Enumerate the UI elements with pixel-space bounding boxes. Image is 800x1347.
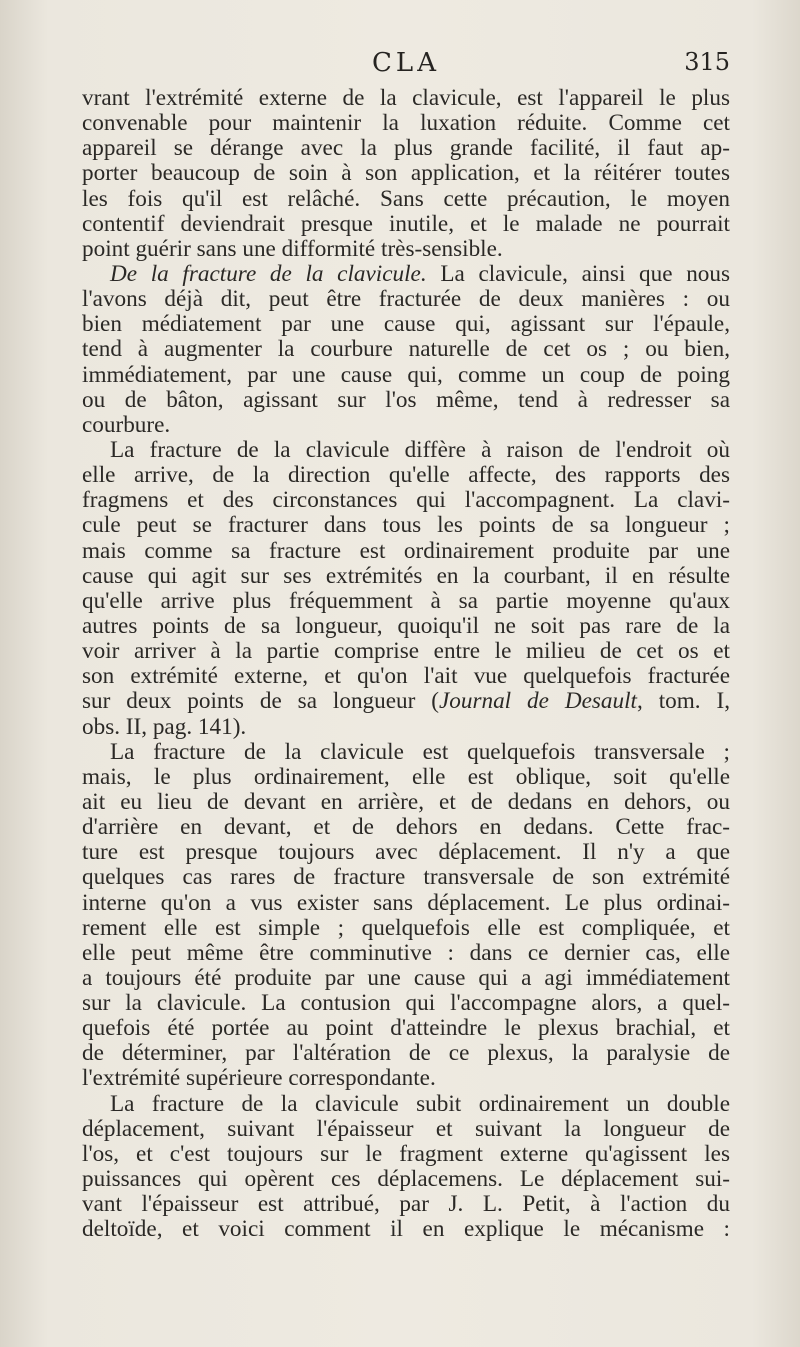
running-header <box>82 44 730 80</box>
text-line: quefois été portée au point d'atteindre le plexus brachial, et <box>82 1015 730 1042</box>
paragraph <box>82 1092 730 1243</box>
text-line: mais comme sa fracture est ordinairement produite par une <box>82 537 730 564</box>
text-line: mais, le plus ordinairement, elle est oblique, soit qu'elle <box>82 763 730 790</box>
text-line: obs. II, pag. 141). <box>82 713 247 740</box>
text-line: a toujours été produite par une cause qui a agi immédiatement <box>82 964 730 991</box>
text-line: ait eu lieu de devant en arrière, et de dedans en dehors, ou <box>82 788 730 815</box>
text-line: immédiatement, par une cause qui, comme un coup de poing <box>82 361 730 388</box>
text-line: voir arriver à la partie comprise entre le milieu de cet os et <box>82 638 730 665</box>
text-line: vrant l'extrémité externe de la clavicule, est l'appareil le plus <box>82 85 730 111</box>
text-line: quelques cas rares de fracture transversale de son extrémité <box>82 864 730 891</box>
text-line: l'avons déjà dit, peut être fracturée de deux manières : ou <box>82 286 730 313</box>
text-line: cause qui agit sur ses extrémités en la courbant, il en résulte <box>82 562 730 589</box>
text-line: convenable pour maintenir la luxation réduite. Comme cet <box>82 110 730 137</box>
paragraph <box>82 438 730 740</box>
text-line: ture est presque toujours avec déplacement. Il n'y a que <box>82 839 730 866</box>
text-line: courbure. <box>82 411 171 438</box>
text-line: autres points de sa longueur, quoiqu'il ne soit pas rare de la <box>82 612 730 639</box>
paragraph <box>82 262 730 438</box>
text-line: bien médiatement par une cause qui, agissant sur l'épaule, <box>82 311 730 338</box>
text-line: cule peut se fracturer dans tous les points de sa longueur ; <box>82 512 730 539</box>
text-line: puissances qui opèrent ces déplacemens. Le déplacement sui- <box>82 1166 730 1193</box>
paragraph <box>82 740 730 1092</box>
text-line: son extrémité externe, et qu'on l'ait vue quelquefois fracturée <box>82 663 730 690</box>
text-line: fragmens et des circonstances qui l'accompagnent. La clavi- <box>82 487 730 514</box>
text-line: d'arrière en devant, et de dehors en dedans. Cette frac- <box>82 814 730 841</box>
text-line: deltoïde, et voici comment il en explique le mécanisme : <box>82 1216 730 1243</box>
text-line: vant l'épaisseur est attribué, par J. L. Petit, à l'action du <box>82 1191 730 1218</box>
text-line: qu'elle arrive plus fréquemment à sa partie moyenne qu'aux <box>82 587 730 614</box>
text-line: interne qu'on a vus exister sans déplacement. Le plus ordinai- <box>82 889 730 916</box>
text-line: l'extrémité supérieure correspondante. <box>82 1065 436 1092</box>
text-line <box>82 689 730 714</box>
text-line: elle arrive, de la direction qu'elle affecte, des rapports des <box>82 462 730 489</box>
text-line: appareil se dérange avec la plus grande facilité, il faut ap- <box>82 135 730 162</box>
paragraph <box>82 86 730 262</box>
text-fragment: La clavicule, ainsi que nous <box>426 260 730 287</box>
text-line: l'os, et c'est toujours sur le fragment externe qu'agissent les <box>82 1140 730 1167</box>
text-line: rement elle est simple ; quelquefois elle est compliquée, et <box>82 914 730 941</box>
text-line: les fois qu'il est relâché. Sans cette précaution, le moyen <box>82 185 730 212</box>
text-line: de déterminer, par l'altération de ce plexus, la paralysie de <box>82 1040 730 1067</box>
text-line: elle peut même être comminutive : dans ce dernier cas, elle <box>82 939 730 966</box>
text-line: sur la clavicule. La contusion qui l'accompagne alors, a quel- <box>82 990 730 1017</box>
text-line: La fracture de la clavicule subit ordinairement un double <box>110 1090 730 1117</box>
citation: Journal de Desault <box>438 688 637 715</box>
text-line: point guérir sans une difformité très-sensible. <box>82 235 503 262</box>
text-line: déplacement, suivant l'épaisseur et suivant la longueur de <box>82 1115 730 1142</box>
page-number: 315 <box>684 48 730 76</box>
section-heading: De la fracture de la clavicule. <box>110 260 427 287</box>
text-line: ou de bâton, agissant sur l'os même, tend à redresser sa <box>82 386 730 413</box>
running-title: CLA <box>372 48 440 78</box>
page-body <box>82 86 730 1242</box>
text-line: La fracture de la clavicule diffère à raison de l'endroit où <box>110 436 730 463</box>
text-line: contentif deviendrait presque inutile, et le malade ne pourrait <box>82 210 730 237</box>
text-line: La fracture de la clavicule est quelquefois transversale ; <box>110 738 730 765</box>
text-line: tend à augmenter la courbure naturelle de cet os ; ou bien, <box>82 336 730 363</box>
text-fragment: , tom. I, <box>636 688 731 715</box>
text-fragment: sur deux points de sa longueur ( <box>82 688 439 715</box>
text-line: porter beaucoup de soin à son application, et la réitérer toutes <box>82 160 730 187</box>
text-line <box>82 262 730 287</box>
